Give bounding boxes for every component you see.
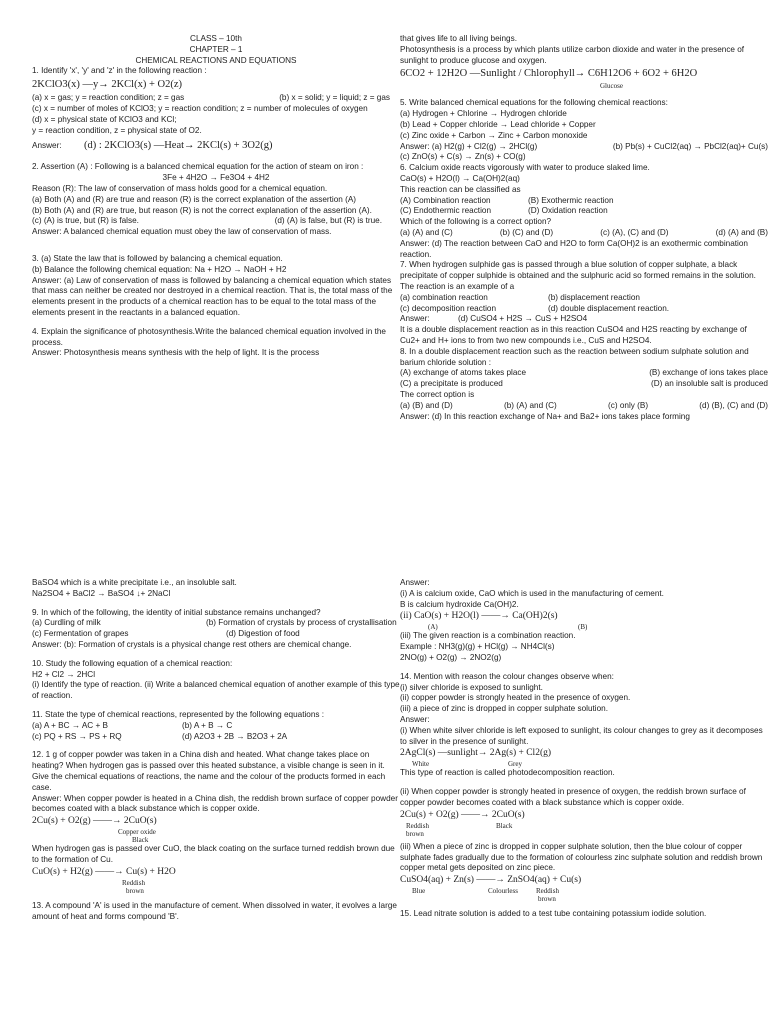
answer-q8: Answer: (d) In this reaction exchange of Na+ and Ba2+ ions takes place forming [400, 411, 690, 421]
label-row [400, 623, 768, 631]
answer-q13-b: B is calcium hydroxide Ca(OH)2. [400, 599, 519, 609]
option-row [32, 216, 400, 227]
question-3b: (b) Balance the following chemical equation: Na + H2O → NaOH + H2 [32, 264, 287, 274]
reason-q2: Reason (R): The law of conservation of mass holds good for a chemical equation. [32, 183, 328, 193]
question-12: 12. 1 g of copper powder was taken in a China dish and heated. What change takes place on heating? When hydrogen gas is passed over this heated substance, a visible change is seen in it. Give the chemical equations of reactions, the name and the colour of the products formed in each case. [32, 750, 386, 792]
question-5a: (a) Hydrogen + Chlorine → Hydrogen chloride [400, 109, 567, 119]
option-row [32, 721, 400, 732]
answer-5c: (c) ZnO(s) + C(s) → Zn(s) + CO(g) [400, 152, 526, 162]
option-c: (c) (A), (C) and (D) [600, 227, 669, 237]
option-row [32, 732, 400, 743]
glucose-label: Glucose [600, 82, 623, 91]
equation-slaked-lime: (ii) CaO(s) + H2O(l) ——→ Ca(OH)2(s) [400, 611, 558, 622]
label-B: (B) [578, 623, 588, 632]
option-D: (D) an insoluble salt is produced [651, 379, 768, 389]
question-8-prompt: The correct option is [400, 389, 475, 399]
document-title: CHEMICAL REACTIONS AND EQUATIONS [135, 55, 297, 65]
answer-q4-cont: that gives life to all living beings. [400, 34, 517, 43]
option-b: (b) (C) and (D) [499, 227, 554, 237]
answer-q7-explanation: It is a double displacement reaction as in this reaction CuSO4 and H2S reacting by exchange of Cu2+ and H+ ions to from two new compounds i.e., CuS and H2SO4. [400, 325, 747, 345]
option-row [32, 93, 400, 104]
equation-copper-heating: 2Cu(s) + O2(g) ——→ 2CuO(s) [400, 809, 525, 820]
question-13: 13. A compound 'A' is used in the manufacture of cement. When dissolved in water, it evolves a large amount of heat and forms compound 'B'. [32, 900, 397, 921]
question-10-parts: (i) Identify the type of reaction. (ii) Write a balanced chemical equation of another example of this type of reaction. [32, 680, 400, 701]
answer-q8-cont: BaSO4 which is a white precipitate i.e., an insoluble salt. [32, 578, 237, 587]
label-brown: brown [538, 895, 556, 904]
option-c: (c) Fermentation of grapes [32, 629, 129, 639]
option-A: (A) Combination reaction [400, 195, 491, 205]
option-C: (C) Endothermic reaction [400, 206, 492, 216]
option-a: (a) (B) and (D) [400, 400, 453, 410]
option-c: (c) decomposition reaction [400, 303, 497, 313]
page2-left-column [32, 578, 400, 922]
example-ammonium-chloride: Example : NH3(g)(g) + HCl(g) → NH4Cl(s) [400, 642, 555, 652]
label-colourless: Colourless [488, 887, 518, 896]
option-row [400, 401, 768, 412]
page2-right-column [400, 578, 768, 920]
answer-label: Answer: [400, 578, 430, 587]
question-14-iii: (iii) a piece of zinc is dropped in copper sulphate solution. [400, 704, 608, 714]
class-heading: CLASS – 10th [190, 34, 242, 43]
label-A: (A) [428, 623, 438, 632]
option-b: (b) A + B → C [182, 720, 233, 730]
option-a: (a) Curdling of milk [32, 618, 101, 628]
answer-q13-iii: (iii) The given reaction is a combination reaction. [400, 631, 576, 641]
label-copper-oxide: Copper oxide [118, 828, 156, 837]
answer-row [32, 138, 400, 154]
option-D: (D) Oxidation reaction [528, 206, 608, 216]
equation-q10: H2 + Cl2 → 2HCl [32, 669, 96, 679]
label-row [400, 822, 768, 830]
option-a: (a) A + BC → AC + B [32, 720, 108, 730]
answer-5a: Answer: (a) H2(g) + Cl2(g) → 2HCl(g) [400, 141, 538, 151]
equation-silver-chloride: 2AgCl(s) —sunlight→ 2Ag(s) + Cl2(g) [400, 748, 552, 759]
question-11: 11. State the type of chemical reactions, represented by the following equations : [32, 709, 325, 719]
answer-q6: Answer: (d) The reaction between CaO and H2O to form Ca(OH)2 is an exothermic combination reaction. [400, 238, 748, 259]
label-blue: Blue [412, 887, 426, 896]
answer-5b: (b) Pb(s) + CuCl2(aq) → PbCl2(aq)+ Cu(s) [612, 141, 768, 151]
answer-q2: Answer: A balanced chemical equation must obey the law of conservation of mass. [32, 227, 332, 237]
question-5c: (c) Zinc oxide + Carbon → Zinc + Carbon monoxide [400, 130, 588, 140]
example-nitrogen-dioxide: 2NO(g) + O2(g) → 2NO2(g) [400, 652, 502, 662]
answer-q12-hydrogen: When hydrogen gas is passed over CuO, the black coating on the surface turned reddish brown due to the formation of Cu. [32, 844, 395, 864]
equation-q8: Na2SO4 + BaCl2 → BaSO4 ↓+ 2NaCl [32, 588, 171, 598]
option-b: (b) (A) and (C) [504, 400, 557, 410]
option-row [32, 629, 400, 640]
question-6-which: Which of the following is a correct option? [400, 217, 552, 227]
label-brown: brown [406, 829, 424, 838]
equation-copper-oxide: 2Cu(s) + O2(g) ——→ 2CuO(s) [32, 816, 157, 827]
question-6-prompt: This reaction can be classified as [400, 184, 521, 194]
question-14: 14. Mention with reason the colour changes observe when: [400, 671, 614, 681]
option-d: (d) x = physical state of KClO3 and KCl; [32, 114, 177, 124]
page1-right-column [400, 34, 768, 422]
option-B: (B) Exothermic reaction [528, 195, 614, 205]
photosynthesis-equation: 6CO2 + 12H2O —Sunlight / Chlorophyll→ C6H12O6 + 6O2 + 6H2O [400, 68, 698, 80]
equation-copper-reduction: CuO(s) + H2(g) ——→ Cu(s) + H2O [32, 866, 176, 877]
label-white: White [412, 760, 430, 769]
question-7: 7. When hydrogen sulphide gas is passed through a blue solution of copper sulphate, a black precipitate of copper sulphide is obtained and the sulphuric acid so formed remains in the solution. The reaction is an example of a [400, 260, 756, 291]
equation-q6: CaO(s) + H2O(l) → Ca(OH)2(aq) [400, 173, 520, 183]
option-b: (b) displacement reaction [548, 292, 640, 302]
answer-label: Answer: [400, 714, 430, 724]
equation-q1: 2KClO3(x) —y→ 2KCl(x) + O2(z) [32, 79, 182, 91]
option-row [400, 304, 768, 315]
answer-equation-q1: (d) : 2KClO3(s) —Heat→ 2KCl(s) + 3O2(g) [84, 140, 273, 152]
answer-row [400, 142, 768, 153]
chapter-heading: CHAPTER – 1 [189, 44, 243, 54]
answer-q9: Answer: (b): Formation of crystals is a physical change rest others are chemical change. [32, 639, 352, 649]
option-c: (c) only (B) [608, 400, 649, 410]
answer-label: Answer: [400, 314, 430, 324]
answer-q4: Answer: Photosynthesis means synthesis with the help of light. It is the process [32, 348, 320, 358]
answer-row [400, 314, 768, 325]
option-c: (c) (A) is true, but (R) is false. [32, 216, 139, 226]
question-14-i: (i) silver chloride is exposed to sunlight. [400, 682, 543, 692]
option-d: (d) (A) is false, but (R) is true. [274, 216, 382, 226]
label-row [400, 760, 768, 768]
answer-q14-i: (i) When white silver chloride is left exposed to sunlight, its colour changes to grey as it decomposes to silver in the presence of sunlight. [400, 725, 763, 746]
option-c: (c) PQ + RS → PS + RQ [32, 731, 122, 741]
option-d: (d) (A) and (B) [715, 227, 768, 237]
option-B: (B) exchange of ions takes place [649, 368, 768, 378]
option-a: (a) x = gas; y = reaction condition; z = gas [32, 93, 185, 103]
photosynthesis-definition: Photosynthesis is a process by which plants utilize carbon dioxide and water in the presence of sunlight to produce glucose and oxygen. [400, 44, 745, 65]
equation-zinc-displacement: CuSO4(aq) + Zn(s) ——→ ZnSO4(aq) + Cu(s) [400, 875, 582, 886]
answer-q12: Answer: When copper powder is heated in a China dish, the reddish brown surface of copper powder becomes coated with a black substance which is copper oxide. [32, 793, 398, 814]
option-a: (a) combination reaction [400, 292, 488, 302]
question-4: 4. Explain the significance of photosynthesis.Write the balanced chemical equation involved in the process. [32, 326, 386, 347]
question-6: 6. Calcium oxide reacts vigorously with water to produce slaked lime. [400, 163, 650, 173]
question-15: 15. Lead nitrate solution is added to a test tube containing potassium iodide solution. [400, 909, 707, 919]
option-b: (b) Formation of crystals by process of crystallisation [206, 618, 397, 628]
option-a: (a) Both (A) and (R) are true and reason (R) is the correct explanation of the assertion (A) [32, 194, 357, 204]
option-row [32, 618, 400, 629]
option-b: (b) Both (A) and (R) are true, but reason (R) is not the correct explanation of the assertion (A). [32, 205, 372, 215]
option-a: (a) (A) and (C) [400, 227, 453, 237]
answer-q13-i: (i) A is calcium oxide, CaO which is used in the manufacturing of cement. [400, 588, 664, 598]
option-row [400, 379, 768, 390]
option-c: (c) x = number of moles of KClO3; y = reaction condition; z = number of molecules of oxygen [32, 103, 368, 113]
question-3a: 3. (a) State the law that is followed by balancing a chemical equation. [32, 253, 283, 263]
option-A: (A) exchange of atoms takes place [400, 368, 527, 378]
option-C: (C) a precipitate is produced [400, 379, 503, 389]
option-row [400, 196, 768, 207]
question-8: 8. In a double displacement reaction such as the reaction between sodium sulphate solution and barium chloride solution : [400, 346, 749, 367]
label-reddish: Reddish [406, 821, 429, 830]
option-row [400, 206, 768, 217]
label-black: Black [132, 836, 149, 845]
option-d-cont: y = reaction condition, z = physical state of O2. [32, 125, 202, 135]
question-1: 1. Identify 'x', 'y' and 'z' in the following reaction : [32, 66, 207, 76]
page1-left-column [32, 34, 400, 359]
option-row [400, 293, 768, 304]
question-9: 9. In which of the following, the identity of initial substance remains unchanged? [32, 607, 321, 617]
question-5b: (b) Lead + Copper chloride → Lead chloride + Copper [400, 119, 596, 129]
question-10: 10. Study the following equation of a chemical reaction: [32, 658, 233, 668]
question-14-ii: (ii) copper powder is strongly heated in the presence of oxygen. [400, 693, 631, 703]
label-row [400, 887, 768, 895]
option-d: (d) double displacement reaction. [548, 303, 670, 313]
option-d: (d) Digestion of food [226, 629, 300, 639]
label-brown: brown [126, 886, 144, 895]
answer-q14-iii: (iii) When a piece of zinc is dropped in copper sulphate solution, then the blue colour of copper sulphate fades gradually due to the formation of colourless zinc sulphate solution and reddish brown copper metal gets deposited on zinc piece. [400, 841, 763, 873]
label-grey: Grey [508, 760, 522, 769]
photodecomposition-note: This type of reaction is called photodecomposition reaction. [400, 768, 615, 778]
answer-q14-ii: (ii) When copper powder is strongly heated in presence of oxygen, the reddish brown surface of copper powder becomes coated with a black substance which is copper oxide. [400, 787, 746, 807]
question-2: 2. Assertion (A) : Following is a balanced chemical equation for the action of steam on iron : [32, 162, 364, 172]
equation-q2: 3Fe + 4H2O → Fe3O4 + 4H2 [162, 173, 270, 183]
label-reddish: Reddish [536, 887, 559, 896]
question-5: 5. Write balanced chemical equations for the following chemical reactions: [400, 98, 668, 108]
option-d: (d) (B), (C) and (D) [699, 400, 768, 410]
answer-label: Answer: [32, 140, 62, 150]
option-row [400, 228, 768, 239]
label-black: Black [496, 821, 513, 830]
answer-q3: Answer: (a) Law of conservation of mass is followed by balancing a chemical equation which states that mass can neither be created nor destroyed in a chemical reaction. That is, the total mass of the elements present in the products of a chemical reaction has to be equal to the total mass of the elements present in the reactants in a balanced equation. [32, 275, 393, 317]
label-reddish: Reddish [122, 878, 145, 887]
option-row [400, 368, 768, 379]
answer-q7: (d) CuSO4 + H2S → CuS + H2SO4 [458, 314, 588, 324]
option-d: (d) A2O3 + 2B → B2O3 + 2A [182, 731, 288, 741]
option-b: (b) x = solid; y = liquid; z = gas [279, 93, 390, 103]
